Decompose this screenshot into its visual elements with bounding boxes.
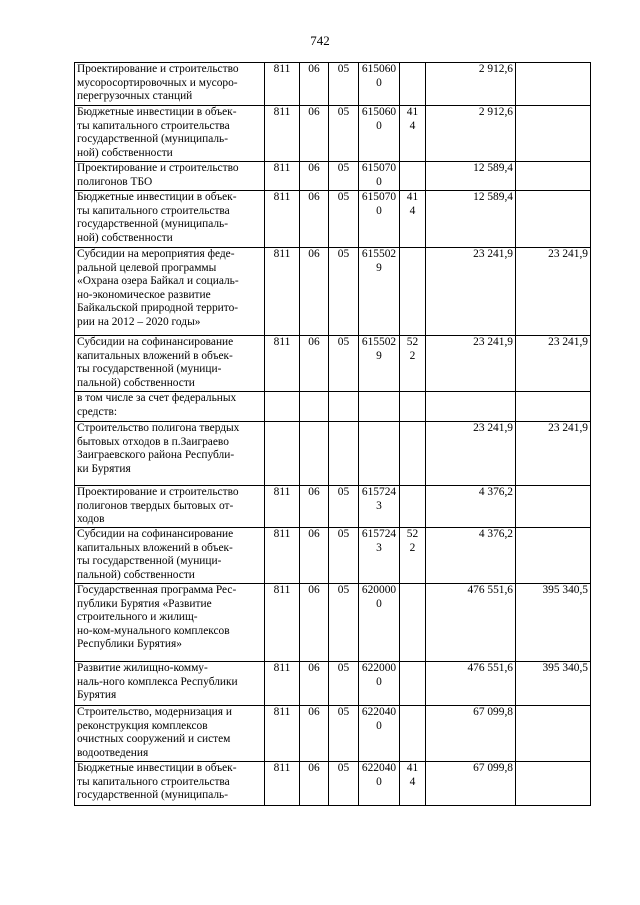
amount-total-cell: 23 241,9 <box>426 422 516 486</box>
amount-federal-cell: 23 241,9 <box>516 248 591 336</box>
subsection-code-cell: 05 <box>329 248 359 336</box>
subsection-code-cell <box>329 422 359 486</box>
amount-total-cell: 12 589,4 <box>426 162 516 191</box>
amount-total-cell: 23 241,9 <box>426 336 516 392</box>
amount-federal-cell <box>516 106 591 162</box>
row-name-cell: Бюджетные инвестиции в объек- ты капитального строительства государственной (муниципаль- ной) собственности <box>75 106 265 162</box>
amount-federal-cell <box>516 162 591 191</box>
section-code-cell <box>300 392 329 422</box>
amount-total-cell: 2 912,6 <box>426 106 516 162</box>
row-name-cell: Строительство, модернизация и реконструкция комплексов очистных сооружений и систем водоотведения <box>75 706 265 762</box>
subsection-code-cell: 05 <box>329 336 359 392</box>
section-code-cell: 06 <box>300 336 329 392</box>
row-name-cell: Проектирование и строительство мусоросортировочных и мусоро- перегрузочных станций <box>75 63 265 106</box>
target-article-cell: 615060 0 <box>359 106 400 162</box>
section-code-cell: 06 <box>300 486 329 528</box>
table-row <box>75 662 591 706</box>
row-name-cell: в том числе за счет федеральных средств: <box>75 392 265 422</box>
amount-federal-cell <box>516 528 591 584</box>
row-name-cell: Проектирование и строительство полигонов ТБО <box>75 162 265 191</box>
target-article-cell: 622040 0 <box>359 706 400 762</box>
target-article-cell: 615724 3 <box>359 528 400 584</box>
subsection-code-cell: 05 <box>329 486 359 528</box>
section-code-cell: 06 <box>300 248 329 336</box>
ministry-code-cell <box>265 422 300 486</box>
table-row <box>75 162 591 191</box>
amount-federal-cell: 23 241,9 <box>516 336 591 392</box>
amount-total-cell: 2 912,6 <box>426 63 516 106</box>
section-code-cell: 06 <box>300 584 329 662</box>
amount-federal-cell: 395 340,5 <box>516 662 591 706</box>
amount-total-cell: 4 376,2 <box>426 528 516 584</box>
target-article-cell: 615070 0 <box>359 191 400 248</box>
table-row <box>75 422 591 486</box>
expense-type-cell: 52 2 <box>400 336 426 392</box>
section-code-cell: 06 <box>300 106 329 162</box>
ministry-code-cell: 811 <box>265 248 300 336</box>
target-article-cell: 615502 9 <box>359 336 400 392</box>
amount-federal-cell <box>516 63 591 106</box>
row-name-cell: Развитие жилищно-комму- наль-ного комплекса Республики Бурятия <box>75 662 265 706</box>
amount-federal-cell <box>516 486 591 528</box>
section-code-cell: 06 <box>300 762 329 806</box>
target-article-cell <box>359 422 400 486</box>
target-article-cell: 622040 0 <box>359 762 400 806</box>
ministry-code-cell: 811 <box>265 762 300 806</box>
row-name-cell: Бюджетные инвестиции в объек- ты капитального строительства государственной (муниципаль- ной) собственности <box>75 191 265 248</box>
amount-federal-cell: 23 241,9 <box>516 422 591 486</box>
subsection-code-cell: 05 <box>329 662 359 706</box>
table-row <box>75 63 591 106</box>
amount-total-cell: 476 551,6 <box>426 584 516 662</box>
ministry-code-cell: 811 <box>265 63 300 106</box>
subsection-code-cell: 05 <box>329 191 359 248</box>
table-row <box>75 336 591 392</box>
expense-type-cell: 41 4 <box>400 106 426 162</box>
section-code-cell: 06 <box>300 191 329 248</box>
ministry-code-cell: 811 <box>265 336 300 392</box>
row-name-cell: Проектирование и строительство полигонов твердых бытовых от- ходов <box>75 486 265 528</box>
table-row <box>75 762 591 806</box>
row-name-cell: Государственная программа Рес- публики Бурятия «Развитие строительного и жилищ- но-ком-мунального комплексов Республики Бурятия» <box>75 584 265 662</box>
expense-type-cell <box>400 392 426 422</box>
expense-type-cell <box>400 63 426 106</box>
target-article-cell: 615724 3 <box>359 486 400 528</box>
section-code-cell: 06 <box>300 162 329 191</box>
expense-type-cell: 41 4 <box>400 191 426 248</box>
section-code-cell <box>300 422 329 486</box>
amount-total-cell: 12 589,4 <box>426 191 516 248</box>
amount-federal-cell: 395 340,5 <box>516 584 591 662</box>
ministry-code-cell: 811 <box>265 162 300 191</box>
amount-total-cell <box>426 392 516 422</box>
amount-federal-cell <box>516 392 591 422</box>
table-row <box>75 584 591 662</box>
subsection-code-cell: 05 <box>329 762 359 806</box>
amount-total-cell: 4 376,2 <box>426 486 516 528</box>
amount-federal-cell <box>516 762 591 806</box>
subsection-code-cell: 05 <box>329 706 359 762</box>
subsection-code-cell: 05 <box>329 63 359 106</box>
expense-type-cell <box>400 248 426 336</box>
budget-table <box>74 62 591 806</box>
table-row <box>75 392 591 422</box>
target-article-cell: 622000 0 <box>359 662 400 706</box>
target-article-cell: 620000 0 <box>359 584 400 662</box>
subsection-code-cell <box>329 392 359 422</box>
ministry-code-cell: 811 <box>265 486 300 528</box>
ministry-code-cell <box>265 392 300 422</box>
expense-type-cell <box>400 706 426 762</box>
row-name-cell: Строительство полигона твердых бытовых отходов в п.Заиграево Заиграевского района Республи- ки Бурятия <box>75 422 265 486</box>
expense-type-cell <box>400 422 426 486</box>
amount-total-cell: 67 099,8 <box>426 706 516 762</box>
amount-total-cell: 67 099,8 <box>426 762 516 806</box>
page-number: 742 <box>310 33 330 48</box>
expense-type-cell: 41 4 <box>400 762 426 806</box>
target-article-cell: 615060 0 <box>359 63 400 106</box>
table-row <box>75 106 591 162</box>
row-name-cell: Субсидии на софинансирование капитальных вложений в объек- ты государственной (муници- пальной) собственности <box>75 528 265 584</box>
table-row <box>75 528 591 584</box>
ministry-code-cell: 811 <box>265 662 300 706</box>
subsection-code-cell: 05 <box>329 584 359 662</box>
ministry-code-cell: 811 <box>265 528 300 584</box>
amount-total-cell: 476 551,6 <box>426 662 516 706</box>
row-name-cell: Бюджетные инвестиции в объек- ты капитального строительства государственной (муниципаль- <box>75 762 265 806</box>
subsection-code-cell: 05 <box>329 528 359 584</box>
ministry-code-cell: 811 <box>265 706 300 762</box>
expense-type-cell <box>400 486 426 528</box>
ministry-code-cell: 811 <box>265 584 300 662</box>
amount-federal-cell <box>516 706 591 762</box>
expense-type-cell <box>400 584 426 662</box>
section-code-cell: 06 <box>300 662 329 706</box>
table-row <box>75 248 591 336</box>
target-article-cell: 615502 9 <box>359 248 400 336</box>
expense-type-cell <box>400 162 426 191</box>
target-article-cell <box>359 392 400 422</box>
table-row <box>75 706 591 762</box>
ministry-code-cell: 811 <box>265 106 300 162</box>
expense-type-cell <box>400 662 426 706</box>
section-code-cell: 06 <box>300 528 329 584</box>
amount-total-cell: 23 241,9 <box>426 248 516 336</box>
table-row <box>75 191 591 248</box>
amount-federal-cell <box>516 191 591 248</box>
row-name-cell: Субсидии на софинансирование капитальных вложений в объек- ты государственной (муници- пальной) собственности <box>75 336 265 392</box>
row-name-cell: Субсидии на мероприятия феде- ральной целевой программы «Охрана озера Байкал и социаль- но-экономическое развитие Байкальской природной террито- рии на 2012 – 2020 годы» <box>75 248 265 336</box>
ministry-code-cell: 811 <box>265 191 300 248</box>
section-code-cell: 06 <box>300 706 329 762</box>
target-article-cell: 615070 0 <box>359 162 400 191</box>
subsection-code-cell: 05 <box>329 162 359 191</box>
table-row <box>75 486 591 528</box>
expense-type-cell: 52 2 <box>400 528 426 584</box>
subsection-code-cell: 05 <box>329 106 359 162</box>
section-code-cell: 06 <box>300 63 329 106</box>
